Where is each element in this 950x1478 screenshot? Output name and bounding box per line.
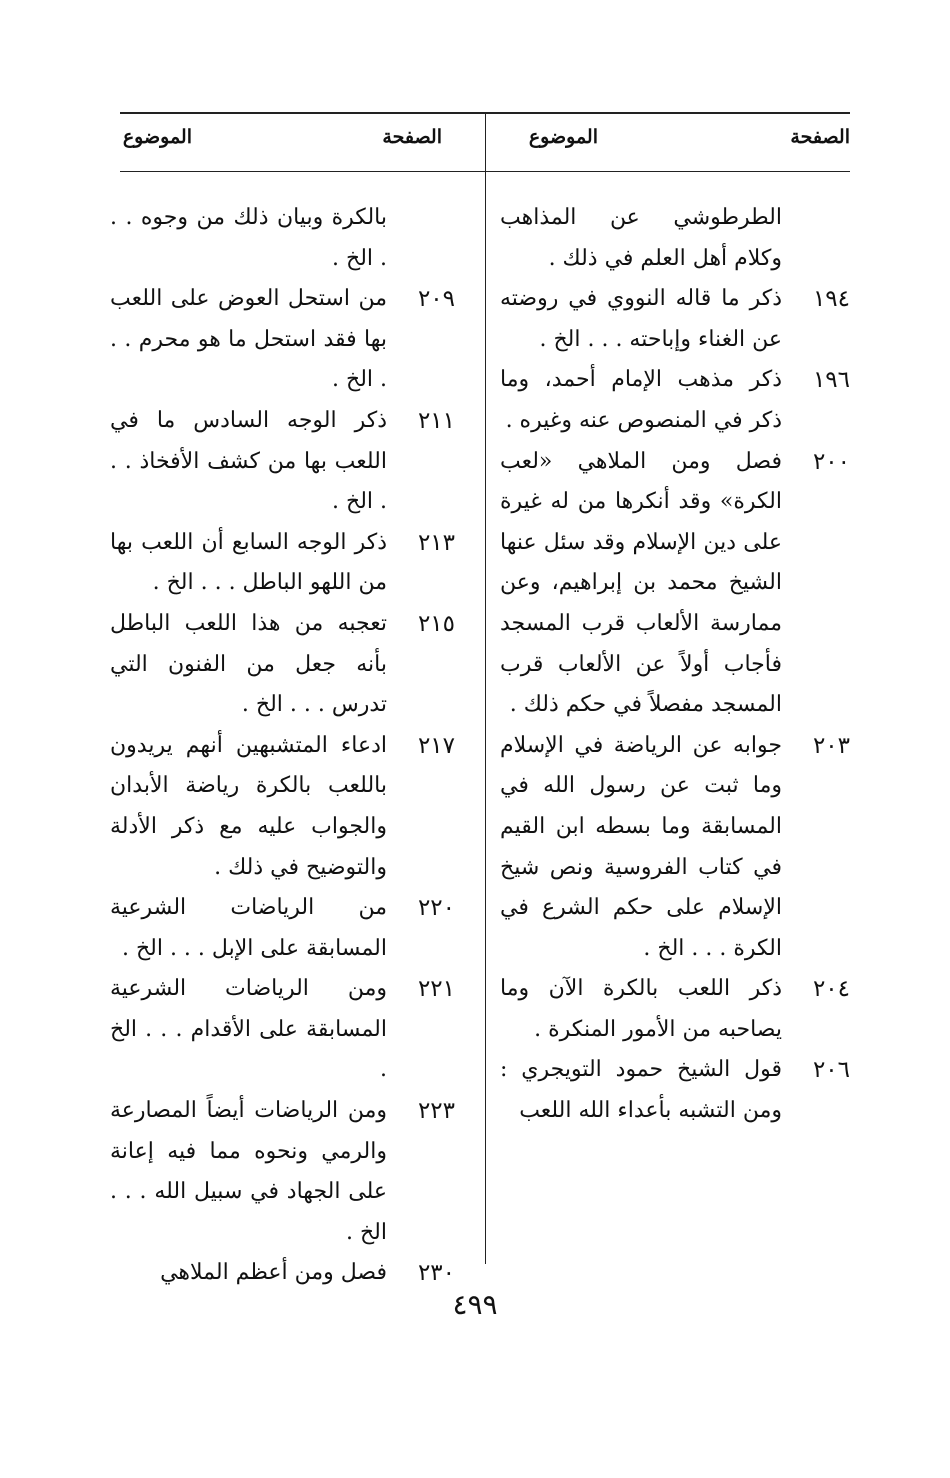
entry-text: فصل ومن أعظم الملاهي [160,1260,387,1286]
entry-page: ٢٠٦ [812,1057,850,1084]
right-page-header: الصفحة [790,126,850,148]
entry-text: ذكر اللعب بالكرة الآن وما يصاحبه من الأمور المنكرة . [500,976,782,1042]
left-topic-header: الموضوع [122,126,192,148]
entry-text: ذكر ما قاله النووي في روضته عن الغناء وإباحته . . . الخ . [500,286,782,352]
entry-text: ذكر الوجه السابع أن اللعب بها من اللهو الباطل . . . الخ . [110,529,387,596]
entry-page: ٢٠٩ [417,286,455,313]
entry-text: جوابه عن الرياضة في الإسلام وما ثبت عن رسول الله في المسابقة وما بسطه ابن القيم في كتاب الفروسية ونص شيخ الإسلام على حكم الشرع في الكرة . . . الخ . [500,732,782,961]
entry-text: قول الشيخ حمود التويجري : ومن التشبه بأعداء الله اللعب [500,1057,782,1124]
entry-page: ٢٢٣ [417,1098,455,1125]
entry-page: ٢٠٠ [812,448,850,475]
entry-page: ١٩٤ [812,286,850,313]
entry-text: بالكرة وبيان ذلك من وجوه . . . الخ . [110,205,387,271]
entry-text: فصل ومن الملاهي «لعب الكرة» وقد أنكرها من له غيرة على دين الإسلام وقد سئل عنها الشيخ محمد بن إبراهيم، وعن ممارسة الألعاب قرب المسجد فأجاب أولاً عن الألعاب قرب المسجد مفصلاً في حكم ذلك . [500,448,782,718]
index-entry [500,442,850,726]
entry-page: ١٩٦ [812,367,850,394]
index-entry [110,604,455,726]
right-column [500,198,850,1132]
index-entry [500,969,850,1050]
entry-text: ذكر الوجه السادس ما في اللعب بها من كشف الأفخاذ . . . الخ . [110,407,387,515]
index-entry [500,279,850,360]
column-divider [485,114,486,1264]
entry-page: ٢١٥ [417,610,455,637]
page-number: ٤٩٩ [452,1288,498,1321]
entry-text: ومن الرياضات الشرعية المسابقة على الأقدام . . . الخ . [110,976,387,1083]
entry-page: ٢٠٣ [812,732,850,759]
index-entry [500,198,850,279]
left-page-header: الصفحة [382,126,442,148]
index-entry [110,279,455,401]
entry-text: ذكر مذهب الإمام أحمد، وما ذكر في المنصوص عنه وغيره . [500,367,782,433]
right-topic-header: الموضوع [528,126,598,148]
index-entry [110,726,455,888]
entry-text: الطرطوشي عن المذاهب وكلام أهل العلم في ذلك . [500,205,782,271]
index-entry [110,969,455,1091]
index-entry [110,1091,455,1253]
entry-page: ٢١٣ [417,529,455,556]
index-entry [110,888,455,969]
index-entry [110,523,455,604]
entry-page: ٢٢١ [417,976,455,1003]
entry-text: من استحل العوض على اللعب بها فقد استحل ما هو محرم . . . الخ . [110,286,387,393]
index-entry [110,198,455,279]
entry-page: ٢١١ [417,407,455,434]
entry-text: من الرياضات الشرعية المسابقة على الإبل . . . الخ . [110,895,387,961]
left-column [110,198,455,1294]
entry-page: ٢٢٠ [417,895,455,922]
entry-text: ادعاء المتشبهين أنهم يريدون باللعب بالكرة رياضة الأبدان والجواب عليه مع ذكر الأدلة والتوضيح في ذلك . [110,732,387,880]
index-entry [500,726,850,970]
entry-page: ٢١٧ [417,732,455,759]
entry-page: ٢٠٤ [812,976,850,1003]
entry-text: ومن الرياضات أيضاً المصارعة والرمي ونحوه مما فيه إعانة على الجهاد في سبيل الله . . . الخ . [110,1098,387,1245]
index-entry [500,360,850,441]
index-entry [500,1050,850,1131]
index-entry [110,401,455,523]
entry-text: تعجبه من هذا اللعب الباطل بأنه جعل من الفنون التي تدرس . . . الخ . [110,610,387,718]
entry-page: ٢٣٠ [417,1260,455,1287]
